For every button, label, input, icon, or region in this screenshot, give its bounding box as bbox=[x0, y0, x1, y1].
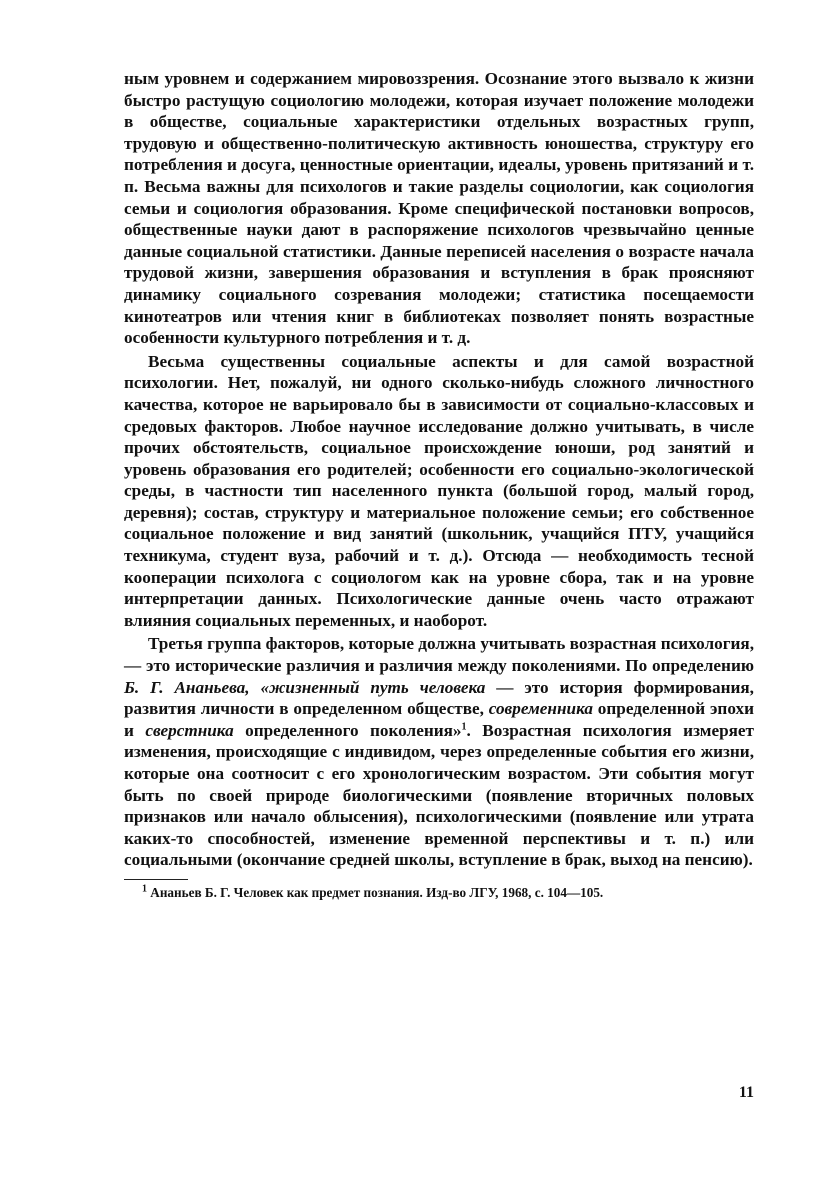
page-body bbox=[124, 68, 754, 901]
paragraph-3-text-a: Третья группа факторов, которые должна учитывать возрастная психология,— это исторические различия и различия между поколениями. По определению bbox=[124, 634, 754, 676]
footnote-divider bbox=[124, 879, 188, 880]
footnote-mark: 1 bbox=[142, 883, 147, 895]
paragraph-3-text-c: — это история формирования, развития личности в определенном обществе, bbox=[124, 677, 754, 719]
footnote-reference[interactable]: 1 bbox=[461, 721, 467, 733]
paragraph-3-italic-quote: Б. Г. Ананьева, «жизненный путь человека bbox=[124, 677, 486, 697]
paragraph-3-text-h: . Возрастная психология измеряет изменения, происходящие с индивидом, через определенные события его жизни, которые она соотносит с его хронологическим возрастом. Эти события могут быть по своей природе биологическими (появление вторичных половых признаков или начало облысения), психологическими (появление или утрата каких-то способностей, изменение временной перспективы и т. п.) или социальными (окончание средней школы, вступление в брак, выход на пенсию). bbox=[124, 720, 755, 870]
paragraph-2: Весьма существенны социальные аспекты и для самой возрастной психологии. Нет, пожалуй, ни одного сколько-нибудь сложного личностного качества, которое не варьировало бы в зависимости от социально-классовых и средовых факторов. Любое научное исследование должно учитывать, в числе прочих обстоятельств, социальное происхождение юноши, род занятий и уровень образования его родителей; особенности его социально-экологической среды, в частности тип населенного пункта (большой город, малый город, деревня); состав, структуру и материальное положение семьи; его собственное социальное положение и вид занятий (школьник, учащийся ПТУ, учащийся техникума, студент вуза, рабочий и т. д.). Отсюда — необходимость тесной кооперации психолога с социологом как на уровне сбора, так и на уровне интерпретации данных. Психологические данные очень часто отражают влияния социальных переменных, и наоборот. bbox=[124, 351, 754, 630]
paragraph-3-italic-contemporary: современника bbox=[488, 699, 593, 719]
page-number: 11 bbox=[738, 1084, 754, 1101]
paragraph-3-text-e: определенной эпохи и bbox=[124, 699, 754, 740]
paragraph-1: ным уровнем и содержанием мировоззрения. Осознание этого вызвало к жизни быстро растущую социологию молодежи, которая изучает положение молодежи в обществе, социальные характеристики отдельных возрастных групп, трудовую и общественно-политическую активность юношества, структуру его потребления и досуга, ценностные ориентации, идеалы, уровень притязаний и т. п. Весьма важны для психологов и такие разделы социологии, как социология семьи и социология образования. Кроме специфической постановки вопросов, общественные науки дают в распоряжение психологов чрезвычайно ценные данные социальной статистики. Данные переписей населения о возрасте начала трудовой жизни, завершения образования и вступления в брак проясняют динамику социального созревания молодежи; статистика посещаемости кинотеатров или чтения книг в библиотеках позволяет понять возрастные особенности культурного потребления и т. д. bbox=[124, 69, 754, 348]
footnote bbox=[124, 884, 754, 901]
paragraph-3-text-g: определенного поколения» bbox=[233, 720, 462, 740]
footnote-text: Ананьев Б. Г. Человек как предмет познания. Изд-во ЛГУ, 1968, с. 104—105. bbox=[147, 884, 604, 900]
paragraph-3 bbox=[124, 633, 754, 871]
paragraph-3-italic-peer: сверстника bbox=[145, 720, 234, 740]
